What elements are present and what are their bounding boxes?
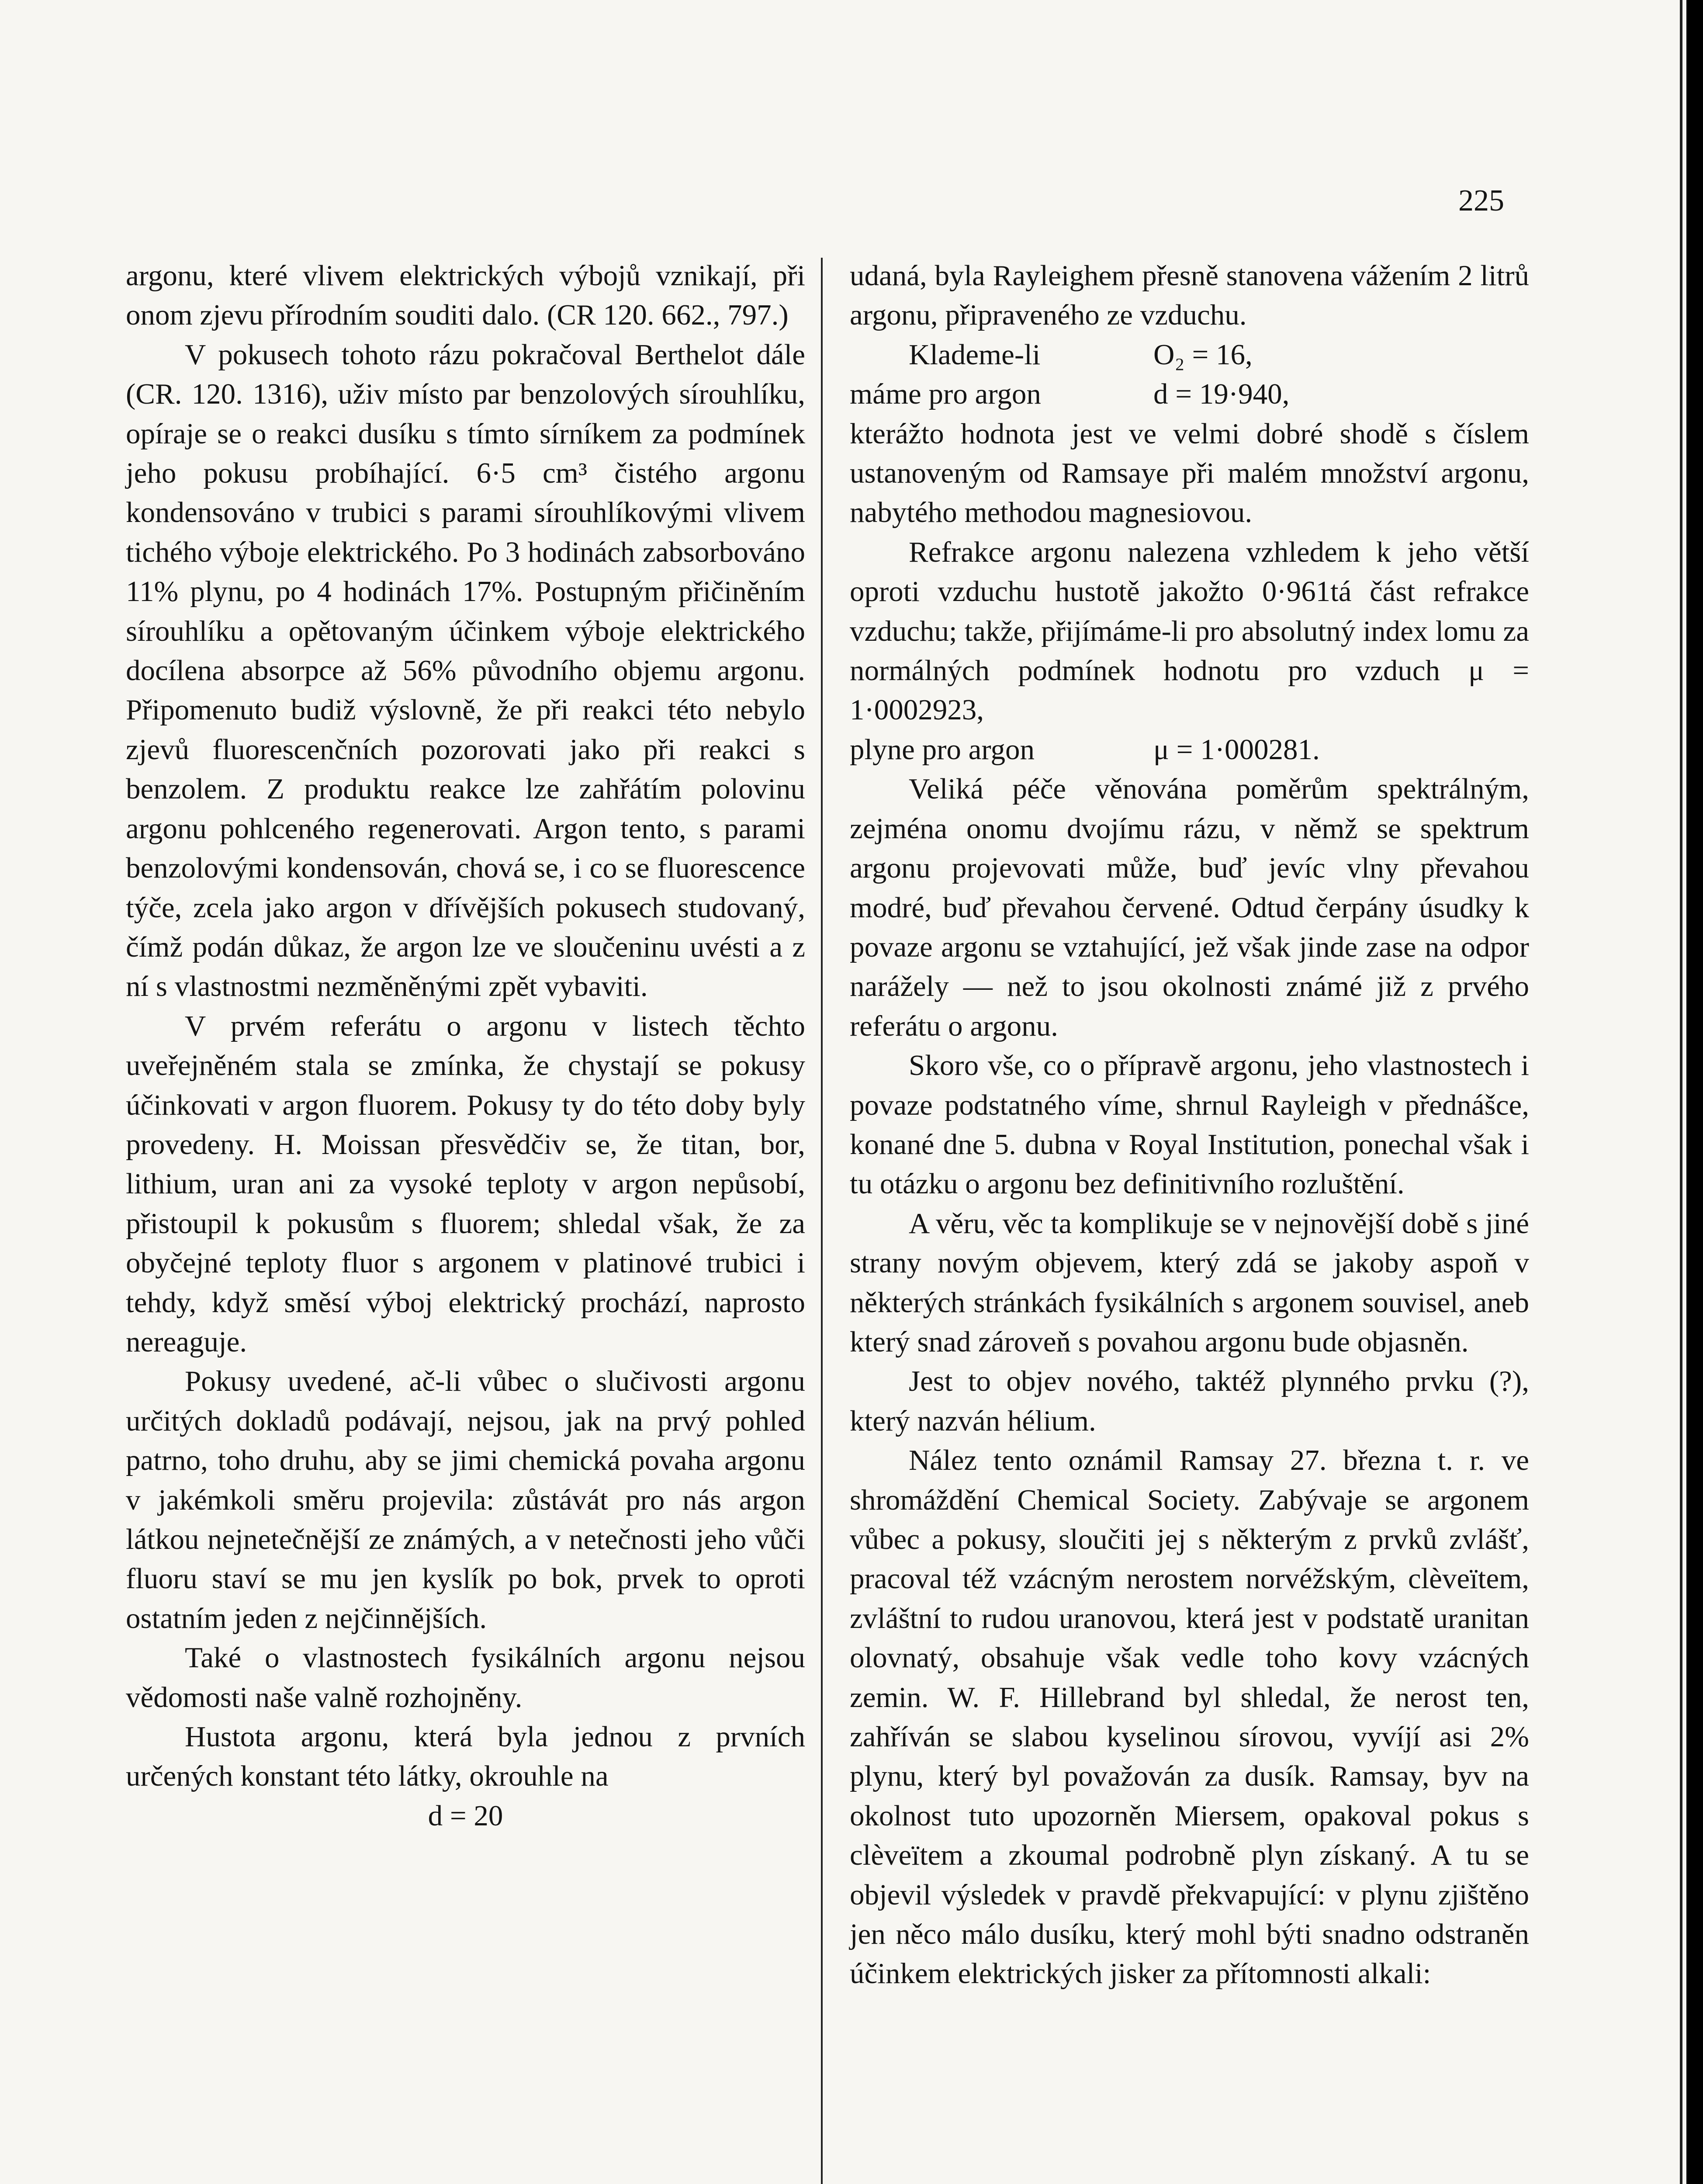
formula-label: plyne pro argon [850,733,1035,766]
paragraph: Také o vlastnostech fysikálních argonu nejsou vědomosti naše valně rozhojněny. [126,1641,805,1714]
formula-value: d = 19·940, [1153,378,1290,411]
formula-label: máme pro argon [850,378,1041,411]
formula-density [850,374,1529,414]
paragraph: A věru, věc ta komplikuje se v nejnovější době s jiné strany novým objevem, který zdá se jakoby aspoň v některých stránkách fysikálních s argonem souvisel, aneb který snad zároveň s povahou argonu bude objasněn. [850,1207,1529,1358]
formula-refraction [850,730,1529,769]
density-formula: d = 20 [428,1799,503,1832]
paragraph: V pokusech tohoto rázu pokračoval Berthelot dále (CR. 120. 1316), uživ místo par benzolových sírouhlíku, opíraje se o reakci dusíku s tímto sírníkem za podmínek jeho pokusu probíhající. 6·5 cm³ čistého argonu kondensováno v trubici s parami sírouhlíkovými vlivem tichého výboje elektrického. Po 3 hodinách zabsorbováno 11% plynu, po 4 hodinách 17%. Postupným přičiněním sírouhlíku a opětovaným účinkem výboje elektrického docílena absorpce až 56% původního objemu argonu. Připomenuto budiž výslovně, že při reakci této nebylo zjevů fluorescenčních pozorovati jako při reakci s benzolem. Z produktu reakce lze zahřátím polovinu argonu pohlceného regenerovati. Argon tento, s parami benzolovými kondensován, chová se, i co se fluorescence týče, zcela jako argon v dřívějších pokusech studovaný, čímž podán důkaz, že argon lze ve sloučeninu uvésti a z ní s vlastnostmi nezměněnými zpět vybaviti. [126,338,805,1003]
column-divider [821,258,823,2184]
right-column [850,256,1529,1994]
paragraph: udaná, byla Rayleighem přesně stanovena vážením 2 litrů argonu, připraveného ze vzduchu. [850,259,1529,332]
formula-o2 [850,335,1529,374]
paragraph: Nález tento oznámil Ramsay 27. března t. r. ve shromáždění Chemical Society. Zabývaje se argonem vůbec a pokusy, sloučiti jej s některým z prvků zvlášť, pracoval též vzácným nerostem norvéžským, clèveïtem, zvláštní to rudou uranovou, která jest v podstatě uranitan olovnatý, obsahuje však vedle toho kovy vzácných zemin. W. F. Hillebrand byl shledal, že nerost ten, zahříván se slabou kyselinou sírovou, vyvíjí asi 2% plynu, který byl považován za dusík. Ramsay, byv na okolnost tuto upozorněn Miersem, opakoval pokus s clèveïtem a zkoumal podrobně plyn získaný. A tu se objevil výsledek v pravdě překvapující: v plynu zjištěno jen něco málo dusíku, který mohl býti snadno odstraněn účinkem elektrických jisker za přítomnosti alkali: [850,1444,1529,1990]
page-number: 225 [1458,184,1504,218]
paragraph: Veliká péče věnována poměrům spektrálným, zejména onomu dvojímu rázu, v němž se spektrum argonu projevovati může, buď jevíc vlny převahou modré, buď převahou červené. Odtud čerpány úsudky k povaze argonu se vztahující, jež však jinde zase na odpor narážely — než to jsou okolnosti známé již z prvého referátu o argonu. [850,773,1529,1042]
scan-border-right [1680,0,1682,2184]
paragraph: Pokusy uvedené, ač-li vůbec o slučivosti argonu určitých dokladů podávají, nejsou, jak na prvý pohled patrno, toho druhu, aby se jimi chemická povaha argonu v jakémkoli směru projevila: zůstávát pro nás argon látkou nejnetečnější ze známých, a v netečnosti jeho vůči fluoru staví se mu jen kyslík po bok, prvek to oproti ostatním jeden z nejčinnějších. [126,1365,805,1635]
formula-value: O₂ = 16, [1153,338,1253,371]
paragraph: Refrakce argonu nalezena vzhledem k jeho větší oproti vzduchu hustotě jakožto 0·961tá část refrakce vzduchu; takže, přijímáme-li pro absolutný index lomu za normálných podmínek hodnotu pro vzduch μ = 1·0002923, [850,536,1529,726]
formula-label: Klademe-li [909,338,1041,371]
paragraph: kterážto hodnota jest ve velmi dobré shodě s číslem ustanoveným od Ramsaye při malém množství argonu, nabytého methodou magnesiovou. [850,417,1529,529]
paragraph: Jest to objev nového, taktéž plynného prvku (?), který nazván hélium. [850,1365,1529,1437]
paragraph: Skoro vše, co o přípravě argonu, jeho vlastnostech i povaze podstatného víme, shrnul Rayleigh v přednášce, konané dne 5. dubna v Royal Institution, ponechal však i tu otázku o argonu bez definitivního rozluštění. [850,1049,1529,1200]
paragraph: V prvém referátu o argonu v listech těchto uveřejněném stala se zmínka, že chystají se pokusy účinkovati v argon fluorem. Pokusy ty do této doby byly provedeny. H. Moissan přesvědčiv se, že titan, bor, lithium, uran ani za vysoké teploty v argon nepůsobí, přistoupil k pokusům s fluorem; shledal však, že za obyčejné teploty fluor s argonem v platinové trubici i tehdy, když směsí výboj elektrický prochází, naprosto nereaguje. [126,1009,805,1358]
left-column [126,256,805,1835]
paragraph: Hustota argonu, která byla jednou z prvních určených konstant této látky, okrouhle na [126,1721,805,1793]
formula-value: μ = 1·000281. [1153,733,1320,766]
paragraph: argonu, které vlivem elektrických výbojů vznikají, při onom zjevu přírodním souditi dalo. (CR 120. 662., 797.) [126,259,805,332]
